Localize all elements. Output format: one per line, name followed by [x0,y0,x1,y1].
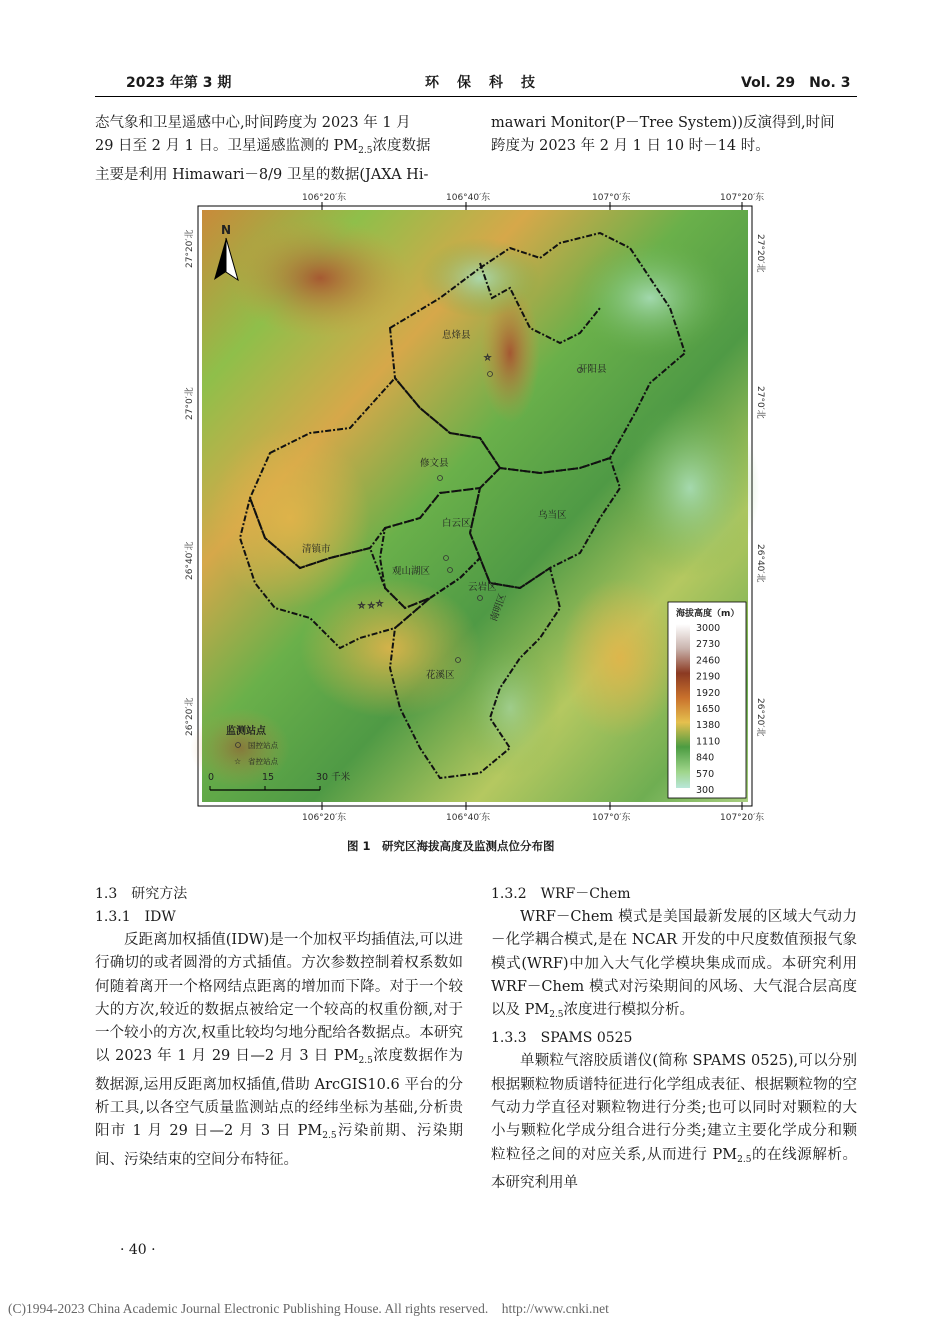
district-label: 开阳县 [578,364,607,375]
section-heading: 1.3 研究方法 [95,886,188,902]
svg-text:监测站点: 监测站点 [226,726,266,737]
text-line: 态气象和卫星遥感中心,时间跨度为 2023 年 1 月 [95,115,411,131]
legend-value: 570 [696,768,715,780]
top-right-text [491,112,857,159]
svg-text:30 千米: 30 千米 [316,772,351,783]
bottom-tick-label: 106°40′东 [446,813,491,823]
right-tick-label: 26°40′北 [755,544,765,583]
subsection-heading: 1.3.3 SPAMS 0525 [491,1030,633,1047]
top-tick-label: 106°40′东 [446,193,491,203]
bottom-tick-label: 107°0′东 [592,813,631,823]
legend-value: 1110 [696,736,721,748]
svg-text:省控站点: 省控站点 [248,757,278,766]
left-column [95,883,463,1172]
bottom-tick-label: 106°20′东 [302,813,347,823]
legend-value: 1380 [696,720,721,732]
right-tick-label: 27°0′北 [755,386,765,419]
svg-text:15: 15 [262,772,275,783]
top-left-text [95,112,463,187]
subsection-heading: 1.3.2 WRF－Chem [491,886,631,902]
header-rule [95,96,857,97]
svg-text:☆: ☆ [376,599,384,608]
right-column [491,883,857,1195]
svg-text:☆ ☆: ☆ ☆ [358,601,375,610]
district-label: 清镇市 [302,544,331,555]
legend-value: 300 [696,785,715,796]
elevation-map-figure [180,188,780,828]
svg-text:☆: ☆ [484,353,492,362]
svg-text:N: N [221,223,232,237]
legend-value: 2460 [696,655,721,667]
legend-value: 2730 [696,639,721,651]
legend-value: 2190 [696,671,721,683]
journal-title: 环 保 科 技 [425,75,537,91]
top-tick-label: 107°20′东 [720,193,765,203]
district-label: 白云区 [442,518,471,529]
legend-value: 1650 [696,704,721,715]
wrf-paragraph: WRF－Chem 模式是美国最新发展的区域大气动力－化学耦合模式,是在 NCAR 开发的中尺度数值预报气象模式(WRF)中加入大气化学模块集成而成。本研究利用 WRF－Chem 模式对污染期间的风场、大气混合层高度以及 $PM_{2.5}$浓度进行模拟分析。 [491,909,857,1021]
figure-caption: 图 1 研究区海拔高度及监测点位分布图 [347,839,555,853]
district-label: 南明区 [488,592,509,624]
svg-text:0: 0 [208,772,215,783]
text-line: 主要是利用 Himawari－8/9 卫星的数据(JAXA Hi- [95,166,429,183]
elevation-legend [668,602,746,798]
text-line: 29 日至 2 月 1 日。卫星遥感监测的 $PM_{2.5}$浓度数据 [95,138,431,157]
right-tick-label: 26°20′北 [755,698,765,737]
journal-volume: Vol. 29 No. 3 [741,75,851,91]
top-tick-label: 107°0′东 [592,193,631,203]
journal-issue: 2023 年第 3 期 [126,75,232,91]
copyright-footer: (C)1994-2023 China Academic Journal Electronic Publishing House. All rights reserved. http://www.cnki.net [8,1301,609,1316]
legend-value: 3000 [696,623,721,634]
left-tick-label: 26°20′北 [185,697,195,736]
page-number: · 40 · [120,1242,156,1258]
svg-text:海拔高度（m）: 海拔高度（m） [676,609,740,619]
spams-paragraph: 单颗粒气溶胶质谱仪(简称 SPAMS 0525),可以分别根据颗粒物质谱特征进行化学组成表征、根据颗粒物的空气动力学直径对颗粒物进行分类;也可以同时对颗粒的大小与颗粒化学成分组合进行分类;建立主要化学成分和颗粒粒径之间的对应关系,从而进行 $PM_{2.5}$的在线源解析。本研究利用单 [491,1053,857,1191]
legend-value: 1920 [696,687,721,699]
district-label: 修文县 [420,458,449,469]
left-tick-label: 27°20′北 [185,229,195,268]
top-tick-label: 106°20′东 [302,193,347,203]
district-label: 花溪区 [426,670,455,681]
district-label: 息烽县 [442,330,471,341]
text-line: mawari Monitor(P－Tree System))反演得到,时间 [491,115,835,131]
idw-paragraph: 反距离加权插值(IDW)是一个加权平均插值法,可以进行确切的或者圆滑的方式插值。方次参数控制着权系数如何随着离开一个格网结点距离的增加而下降。对于一个较大的方次,较近的数据点被给定一个较高的权重份额,对于一个较小的方次,权重比较均匀地分配给各数据点。本研究以 2023 年 1 月 29 日—2 月 3 日 $PM_{2.5}$浓度数据作为数据源,运用反距离加权插值,借助 ArcGIS10.6 平台的分析工具,以各空气质量监测站点的经纬坐标为基础,分析贵阳市 1 月 29 日—2 月 3 日 $PM_{2.5}$污染前期、污染期间、污染结束的空间分布特征。 [95,932,463,1168]
district-label: 观山湖区 [392,566,431,577]
text-line: 跨度为 2023 年 2 月 1 日 10 时－14 时。 [491,138,770,155]
district-label: 云岩区 [468,582,497,593]
left-tick-label: 26°40′北 [185,541,195,580]
bottom-tick-label: 107°20′东 [720,813,765,823]
right-tick-label: 27°20′北 [755,234,765,273]
svg-text:☆: ☆ [234,757,242,766]
subsection-heading: 1.3.1 IDW [95,909,176,925]
legend-value: 840 [696,752,715,764]
svg-text:国控站点: 国控站点 [248,741,278,750]
district-label: 乌当区 [538,510,567,521]
left-tick-label: 27°0′北 [185,387,195,420]
